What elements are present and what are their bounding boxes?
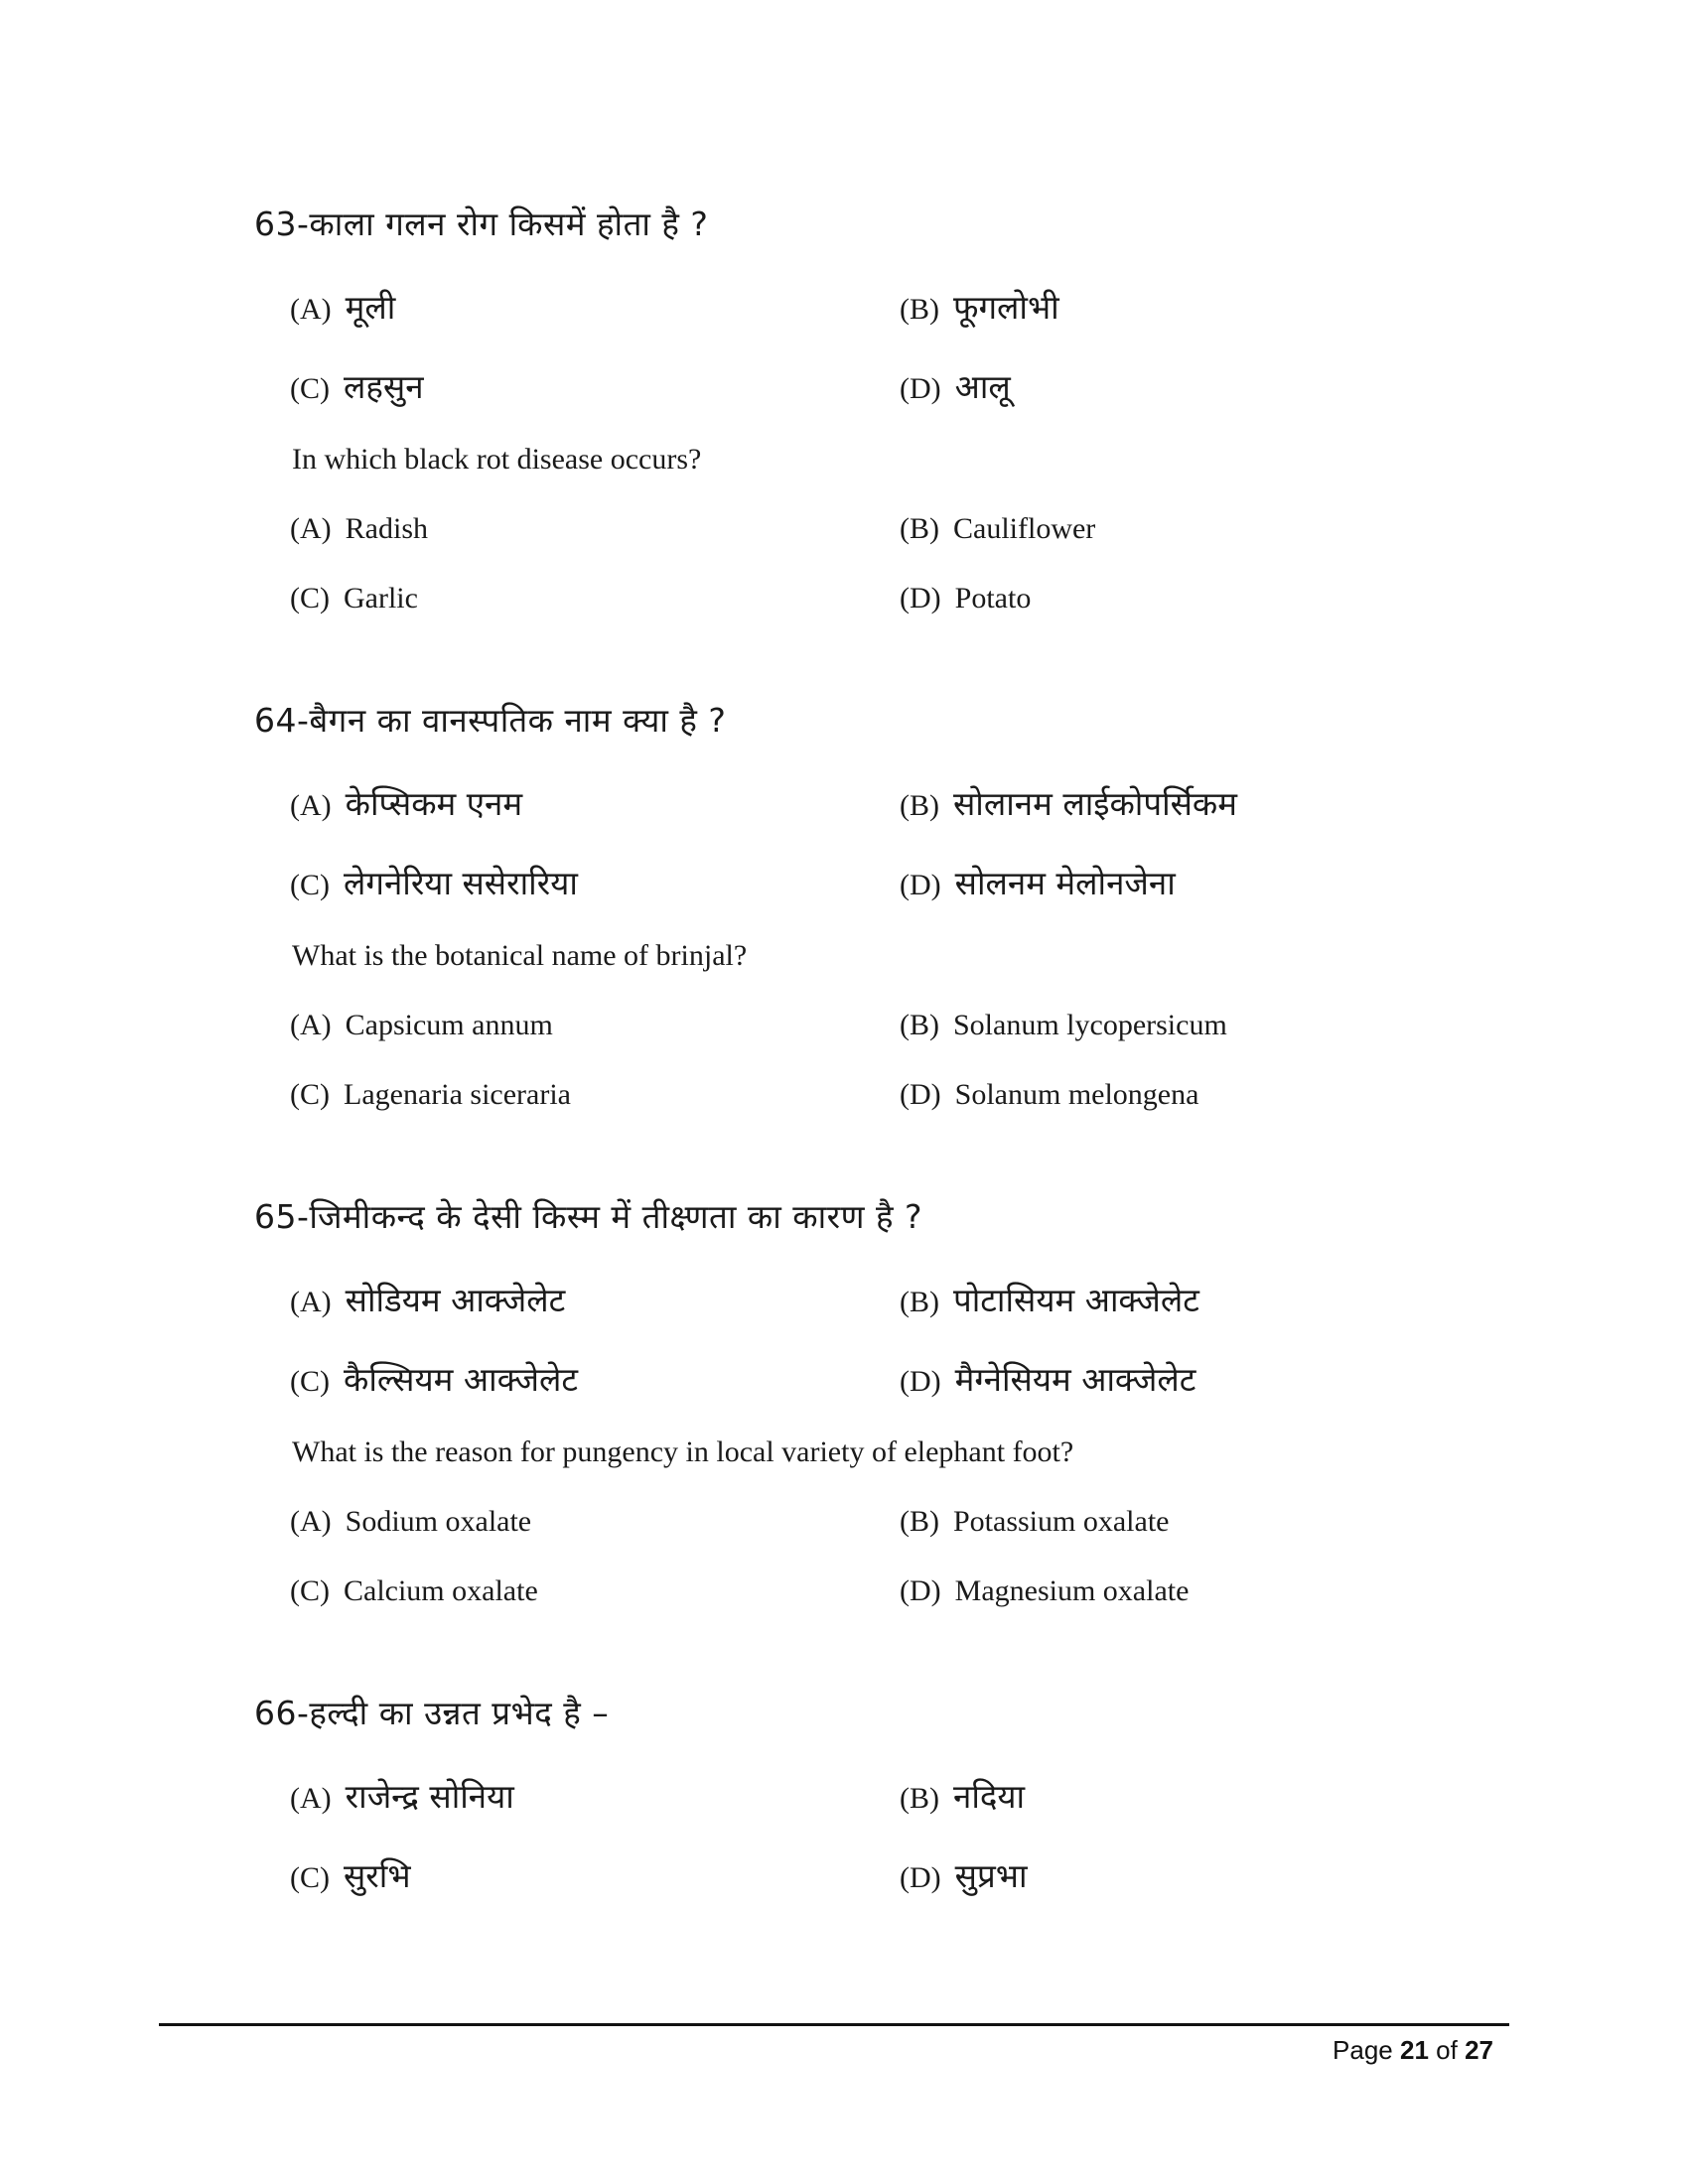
q63-hi-option-a: (A) मूली [290, 288, 396, 327]
footer-divider [159, 2023, 1509, 2026]
q64-en-option-d: (D) Solanum melongena [900, 1078, 1199, 1111]
q65-hi-option-b: (B) पोटासियम आक्जेलेट [900, 1281, 1199, 1319]
question-65-hindi: 65-जिमीकन्द के देसी किस्म में तीक्ष्णता का कारण है ? [254, 1197, 923, 1236]
q65-en-option-b: (B) Potassium oxalate [900, 1505, 1170, 1538]
q64-hi-option-d: (D) सोलनम मेलोनजेना [900, 864, 1176, 902]
q65-hi-option-a: (A) सोडियम आक्जेलेट [290, 1281, 566, 1319]
q65-hi-option-d: (D) मैग्नेसियम आक्जेलेट [900, 1360, 1196, 1399]
question-66-hindi: 66-हल्दी का उन्नत प्रभेद है – [254, 1694, 610, 1732]
question-63-hindi: 63-काला गलन रोग किसमें होता है ? [254, 205, 709, 243]
page-footer [1333, 2035, 1493, 2066]
footer-total-pages: 27 [1465, 2035, 1493, 2065]
q66-hi-option-a: (A) राजेन्द्र सोनिया [290, 1777, 514, 1816]
footer-of-word: of [1436, 2035, 1458, 2065]
q63-en-option-d: (D) Potato [900, 582, 1032, 614]
q66-hi-option-c: (C) सुरभि [290, 1856, 411, 1895]
question-64-english: What is the botanical name of brinjal? [292, 939, 748, 972]
q63-en-option-a: (A) Radish [290, 512, 428, 545]
q64-hi-option-a: (A) केप्सिकम एनम [290, 784, 523, 823]
q66-hi-option-b: (B) नदिया [900, 1777, 1026, 1816]
q65-en-option-a: (A) Sodium oxalate [290, 1505, 532, 1538]
q66-hi-option-d: (D) सुप्रभा [900, 1856, 1028, 1895]
q63-en-option-c: (C) Garlic [290, 582, 418, 614]
q64-hi-option-b: (B) सोलानम लाईकोपर्सिकम [900, 784, 1238, 823]
q64-en-option-a: (A) Capsicum annum [290, 1009, 553, 1041]
question-65-english: What is the reason for pungency in local variety of elephant foot? [292, 1435, 1074, 1468]
q63-en-option-b: (B) Cauliflower [900, 512, 1096, 545]
q65-hi-option-c: (C) कैल्सियम आक्जेलेट [290, 1360, 579, 1399]
q63-hi-option-d: (D) आलू [900, 367, 1011, 406]
q65-en-option-d: (D) Magnesium oxalate [900, 1574, 1190, 1607]
footer-page-word: Page [1333, 2035, 1393, 2065]
q65-en-option-c: (C) Calcium oxalate [290, 1574, 538, 1607]
q64-hi-option-c: (C) लेगनेरिया ससेरारिया [290, 864, 578, 902]
q63-hi-option-b: (B) फूगलोभी [900, 288, 1059, 327]
q64-en-option-c: (C) Lagenaria siceraria [290, 1078, 571, 1111]
question-63-english: In which black rot disease occurs? [292, 443, 702, 476]
question-64-hindi: 64-बैगन का वानस्पतिक नाम क्या है ? [254, 701, 727, 740]
q63-hi-option-c: (C) लहसुन [290, 367, 424, 406]
q64-en-option-b: (B) Solanum lycopersicum [900, 1009, 1227, 1041]
footer-page-number: 21 [1400, 2035, 1429, 2065]
